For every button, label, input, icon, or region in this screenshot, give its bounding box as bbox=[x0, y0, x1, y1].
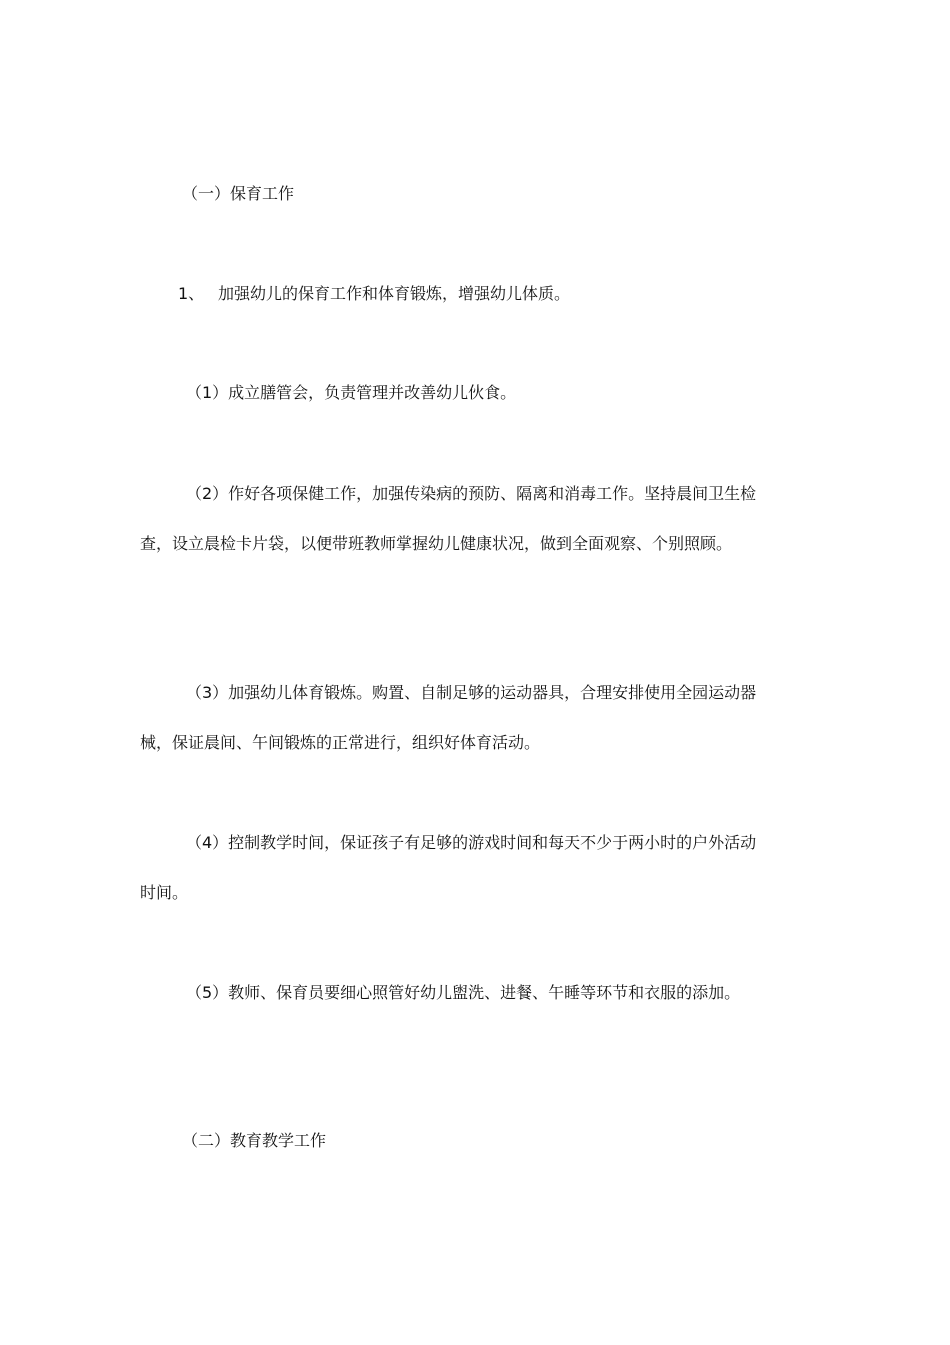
paragraph-4: （4）控制教学时间，保证孩子有足够的游戏时间和每天不少于两小时的户外活动时间。 bbox=[140, 833, 757, 902]
section-heading-teaching: （二）教育教学工作 bbox=[182, 1131, 327, 1150]
section-heading-childcare: （一）保育工作 bbox=[182, 184, 295, 203]
list-item-number: 1、 bbox=[178, 284, 205, 303]
paragraph-3: （3）加强幼儿体育锻炼。购置、自制足够的运动器具，合理安排使用全园运动器械，保证晨间、午间锻炼的正常进行，组织好体育活动。 bbox=[140, 683, 757, 752]
list-item-text: 加强幼儿的保育工作和体育锻炼，增强幼儿体质。 bbox=[218, 284, 571, 303]
paragraph-2: （2）作好各项保健工作，加强传染病的预防、隔离和消毒工作。坚持晨间卫生检查，设立晨检卡片袋，以便带班教师掌握幼儿健康状况，做到全面观察、个别照顾。 bbox=[140, 484, 757, 553]
list-item-1 bbox=[178, 283, 570, 305]
paragraph-1: （1）成立膳管会，负责管理并改善幼儿伙食。 bbox=[186, 383, 517, 402]
paragraph-5: （5）教师、保育员要细心照管好幼儿盥洗、进餐、午睡等环节和衣服的添加。 bbox=[186, 983, 741, 1002]
